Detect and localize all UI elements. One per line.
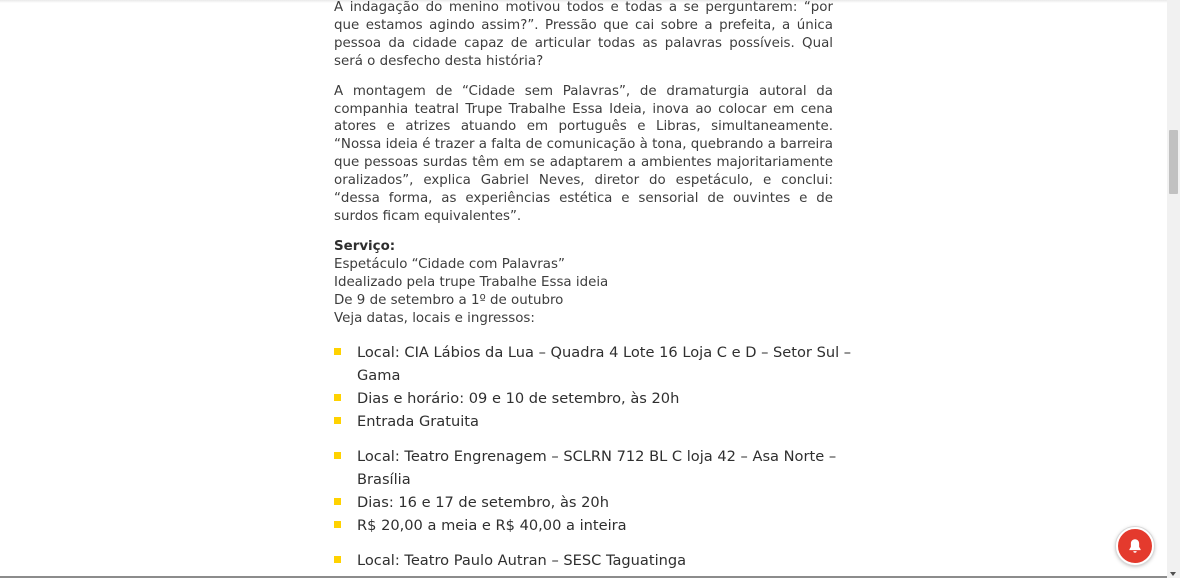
service-heading: Serviço: — [334, 238, 396, 254]
venue-list — [334, 341, 854, 433]
article-body — [334, 0, 833, 328]
bell-icon — [1126, 537, 1144, 555]
venue-list — [334, 445, 854, 537]
bullet-square-icon — [334, 521, 341, 528]
bullet-square-icon — [334, 348, 341, 355]
list-item — [334, 387, 854, 410]
bullet-square-icon — [334, 498, 341, 505]
venue-list — [334, 549, 854, 572]
list-item — [334, 410, 854, 433]
venue-dates: Dias e horário: 09 e 10 de setembro, às 20h — [357, 390, 680, 407]
service-info — [334, 238, 833, 328]
article-paragraph: A indagação do menino motivou todos e todas a se perguntarem: “por que estamos agindo assim?”. Pressão que cai sobre a prefeita, a única pessoa da cidade capaz de articular todas as palavras possíveis. Qual será o desfecho desta história? — [334, 0, 833, 69]
bullet-square-icon — [334, 452, 341, 459]
venue-location: Local: Teatro Engrenagem – SCLRN 712 BL C loja 42 – Asa Norte – Brasília — [357, 448, 837, 488]
list-item — [334, 549, 854, 572]
service-line: Idealizado pela trupe Trabalhe Essa ideia — [334, 275, 609, 291]
bullet-square-icon — [334, 417, 341, 424]
list-item — [334, 445, 854, 491]
bullet-square-icon — [334, 394, 341, 401]
venue-location: Local: Teatro Paulo Autran – SESC Taguatinga — [357, 552, 687, 569]
service-line: De 9 de setembro a 1º de outubro — [334, 293, 564, 309]
bullet-square-icon — [334, 556, 341, 563]
service-line: Veja datas, locais e ingressos: — [334, 311, 535, 327]
venue-dates: Dias: 16 e 17 de setembro, às 20h — [357, 494, 609, 511]
service-line: Espetáculo “Cidade com Palavras” — [334, 256, 565, 272]
list-item — [334, 491, 854, 514]
scrollbar-thumb[interactable] — [1169, 130, 1178, 194]
list-item — [334, 341, 854, 387]
venue-ticket: Entrada Gratuita — [357, 413, 479, 430]
article-paragraph: A montagem de “Cidade sem Palavras”, de dramaturgia autoral da companhia teatral Trupe Trabalhe Essa Ideia, inova ao colocar em cena atores e atrizes atuando em português e Libras, simultaneamente. “Nossa ideia é trazer a falta de comunicação à tona, quebrando a barreira que pessoas surdas têm em se adaptarem a ambientes majoritariamente oralizados”, explica Gabriel Neves, diretor do espetáculo, e conclui: “dessa forma, as experiências estética e sensorial de ouvintes e de surdos ficam equivalentes”. — [334, 83, 833, 224]
list-item — [334, 514, 854, 537]
vertical-scrollbar[interactable] — [1167, 0, 1180, 578]
venue-ticket: R$ 20,00 a meia e R$ 40,00 a inteira — [357, 517, 627, 534]
scroll-down-arrow-icon[interactable] — [1170, 572, 1176, 576]
venue-location: Local: CIA Lábios da Lua – Quadra 4 Lote 16 Loja C e D – Setor Sul – Gama — [357, 344, 852, 384]
notification-bell-button[interactable] — [1116, 527, 1154, 565]
